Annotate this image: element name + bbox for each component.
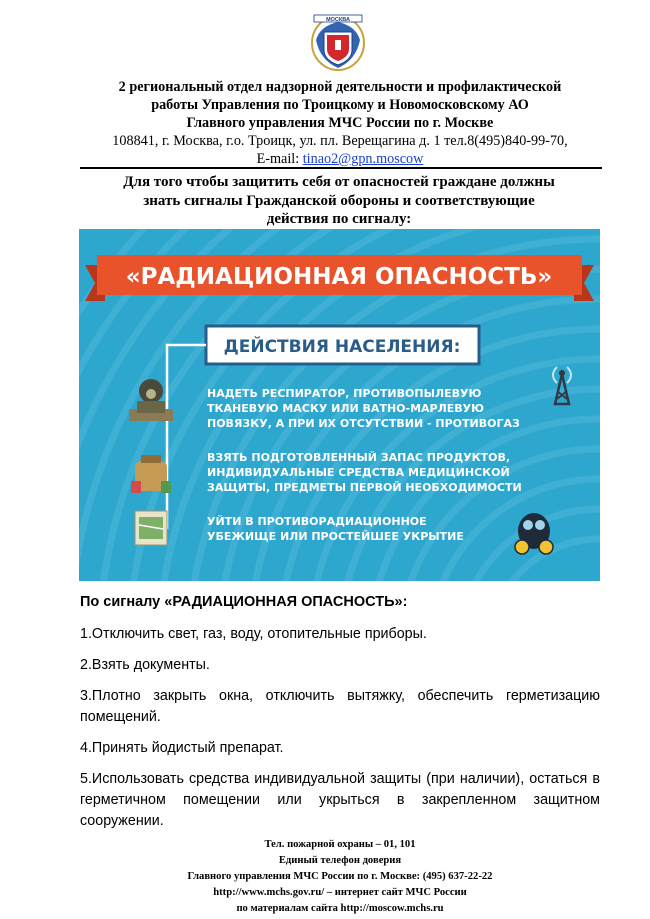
signal-heading: По сигналу «РАДИАЦИОННАЯ ОПАСНОСТЬ»: — [80, 594, 408, 610]
radiation-danger-infographic — [79, 229, 600, 581]
email-link[interactable]: tinao2@gpn.moscow — [302, 151, 424, 167]
action-2-line-2: ИНДИВИДУАЛЬНЫЕ СРЕДСТВА МЕДИЦИНСКОЙ — [207, 466, 510, 479]
footer-contacts — [100, 837, 580, 917]
org-line-1: 2 региональный отдел надзорной деятельности и профилактической — [118, 79, 562, 95]
action-1-line-2: ТКАНЕВУЮ МАСКУ ИЛИ ВАТНО-МАРЛЕВУЮ — [207, 402, 485, 415]
action-2-line-3: ЗАЩИТЫ, ПРЕДМЕТЫ ПЕРВОЙ НЕОБХОДИМОСТИ — [207, 481, 522, 494]
banner-title: «РАДИАЦИОННАЯ ОПАСНОСТЬ» — [125, 264, 553, 290]
step-5: 5.Использовать средства индивидуальной защиты (при наличии), остаться в герметичном помещении или укрыться в закрепленном защитном сооружении. — [80, 771, 600, 829]
radiation-tower-icon — [553, 367, 571, 404]
email-line — [70, 150, 610, 168]
action-3-line-1: УЙТИ В ПРОТИВОРАДИАЦИОННОЕ — [207, 515, 427, 528]
org-line-2: работы Управления по Троицкому и Новомосковскому АО — [151, 97, 529, 113]
step-1: 1.Отключить свет, газ, воду, отопительные приборы. — [80, 626, 427, 642]
email-label: E-mail: — [256, 151, 303, 167]
shelter-map-icon — [135, 511, 167, 545]
header-divider — [80, 167, 602, 169]
footer-line-3: Главного управления МЧС России по г. Москве: (495) 637-22-22 — [187, 871, 493, 882]
action-2-line-1: ВЗЯТЬ ПОДГОТОВЛЕННЫЙ ЗАПАС ПРОДУКТОВ, — [207, 451, 511, 464]
footer-line-2: Единый телефон доверия — [278, 855, 402, 866]
emblem-caption: МОСКВА — [326, 17, 350, 23]
step-4: 4.Принять йодистый препарат. — [80, 740, 284, 756]
step-3: 3.Плотно закрыть окна, отключить вытяжку, обеспечить герметизацию помещений. — [80, 688, 600, 725]
letterhead — [70, 78, 610, 168]
step-2: 2.Взять документы. — [80, 657, 210, 673]
action-1-line-1: НАДЕТЬ РЕСПИРАТОР, ПРОТИВОПЫЛЕВУЮ — [207, 387, 482, 400]
intro-line-3: действия по сигналу: — [266, 211, 412, 227]
footer-line-5: по материалам сайта http://moscow.mchs.ru — [236, 903, 444, 914]
footer-line-1: Тел. пожарной охраны – 01, 101 — [264, 839, 416, 850]
org-line-3: Главного управления МЧС России по г. Москве — [186, 115, 494, 131]
banner-subtitle: ДЕЙСТВИЯ НАСЕЛЕНИЯ: — [223, 337, 461, 357]
address-line: 108841, г. Москва, г.о. Троицк, ул. пл. Верещагина д. 1 тел.8(495)840-99-70, — [112, 133, 568, 149]
intro-heading — [78, 173, 600, 229]
mchs-moscow-emblem-icon — [310, 10, 366, 72]
intro-line-2: знать сигналы Гражданской обороны и соответствующие — [143, 192, 535, 209]
footer-line-4: http://www.mchs.gov.ru/ – интернет сайт МЧС России — [213, 887, 467, 898]
action-3-line-2: УБЕЖИЩЕ ИЛИ ПРОСТЕЙШЕЕ УКРЫТИЕ — [207, 530, 464, 543]
steps-list — [80, 624, 600, 842]
intro-line-1: Для того чтобы защитить себя от опасностей граждане должны — [123, 174, 555, 190]
action-1-line-3: ПОВЯЗКУ, А ПРИ ИХ ОТСУТСТВИИ - ПРОТИВОГАЗ — [207, 417, 520, 430]
